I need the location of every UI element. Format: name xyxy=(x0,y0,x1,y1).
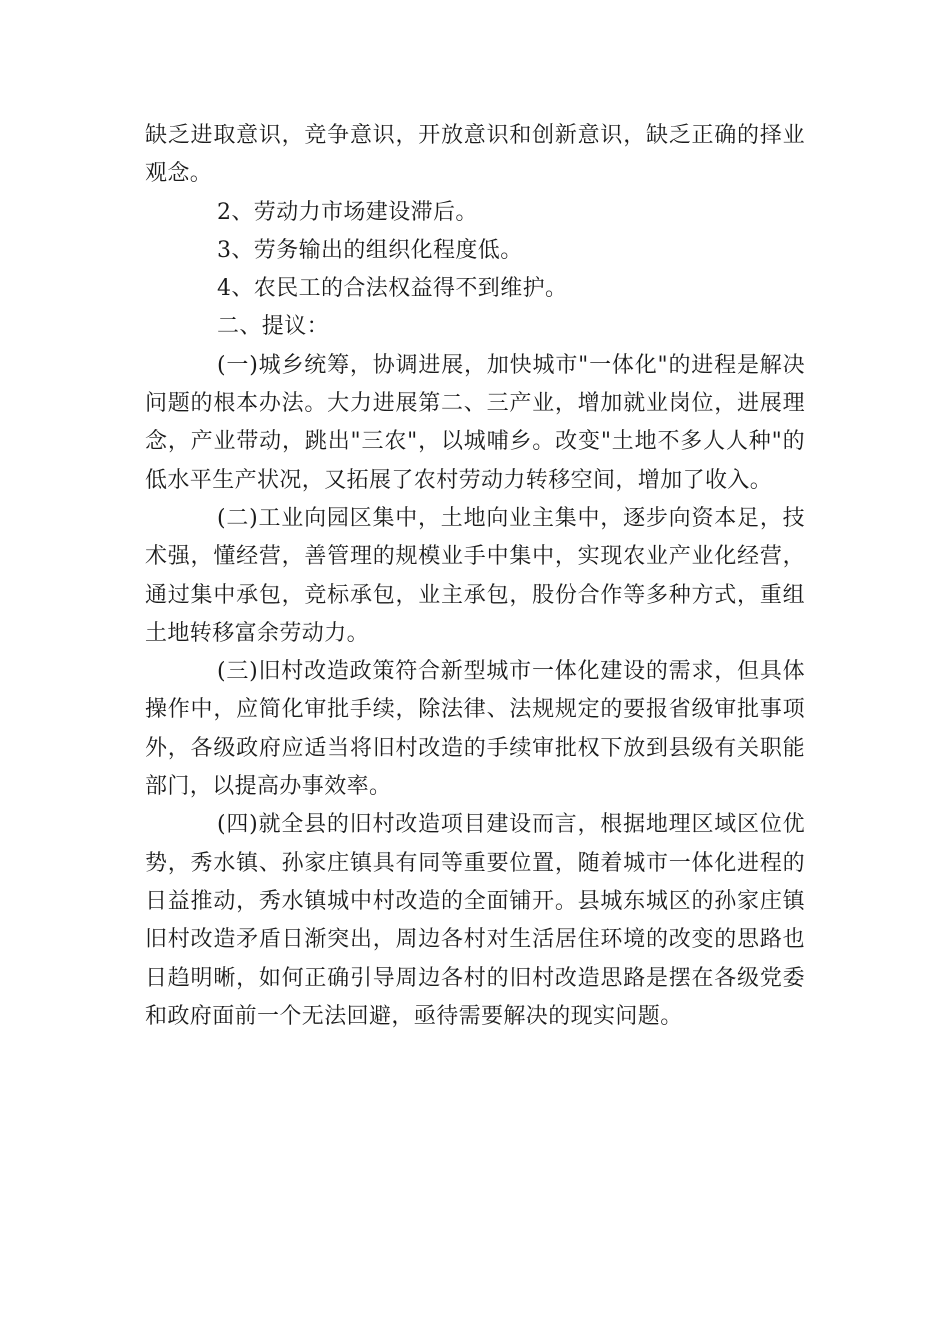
paragraph-item-3: 3、劳务输出的组织化程度低。 xyxy=(217,237,523,263)
section-heading-suggestions: 二、提议： xyxy=(217,314,330,340)
paragraph-item-2: 2、劳动力市场建设滞后。 xyxy=(217,199,478,225)
suggestion-paragraph-3: (三)旧村改造政策符合新型城市一体化建设的需求，但具体操作中，应简化审批手续，除法律、法规规定的要报省级审批事项外，各级政府应适当将旧村改造的手续审批权下放到县级有关职能部门，以提高办事效率。 xyxy=(145,659,805,800)
paragraph-continuation: 缺乏进取意识，竞争意识，开放意识和创新意识，缺乏正确的择业观念。 xyxy=(145,123,805,187)
suggestion-paragraph-1: (一)城乡统筹，协调进展，加快城市"一体化"的进程是解决问题的根本办法。大力进展第二、三产业，增加就业岗位，进展理念，产业带动，跳出"三农"，以城哺乡。改变"土地不多人人种"的低水平生产状况，又拓展了农村劳动力转移空间，增加了收入。 xyxy=(145,352,805,493)
suggestion-paragraph-4: (四)就全县的旧村改造项目建设而言，根据地理区域区位优势，秀水镇、孙家庄镇具有同等重要位置，随着城市一体化进程的日益推动，秀水镇城中村改造的全面铺开。县城东城区的孙家庄镇旧村改造矛盾日渐突出，周边各村对生活居住环境的改变的思路也日趋明晰，如何正确引导周边各村的旧村改造思路是摆在各级党委和政府面前一个无法回避，亟待需要解决的现实问题。 xyxy=(145,812,805,1029)
paragraph-item-4: 4、农民工的合法权益得不到维护。 xyxy=(217,276,568,302)
document-body xyxy=(145,117,805,1036)
suggestion-paragraph-2: (二)工业向园区集中，土地向业主集中，逐步向资本足，技术强，懂经营，善管理的规模业手中集中，实现农业产业化经营，通过集中承包，竞标承包，业主承包，股份合作等多种方式，重组土地转移富余劳动力。 xyxy=(145,505,805,646)
